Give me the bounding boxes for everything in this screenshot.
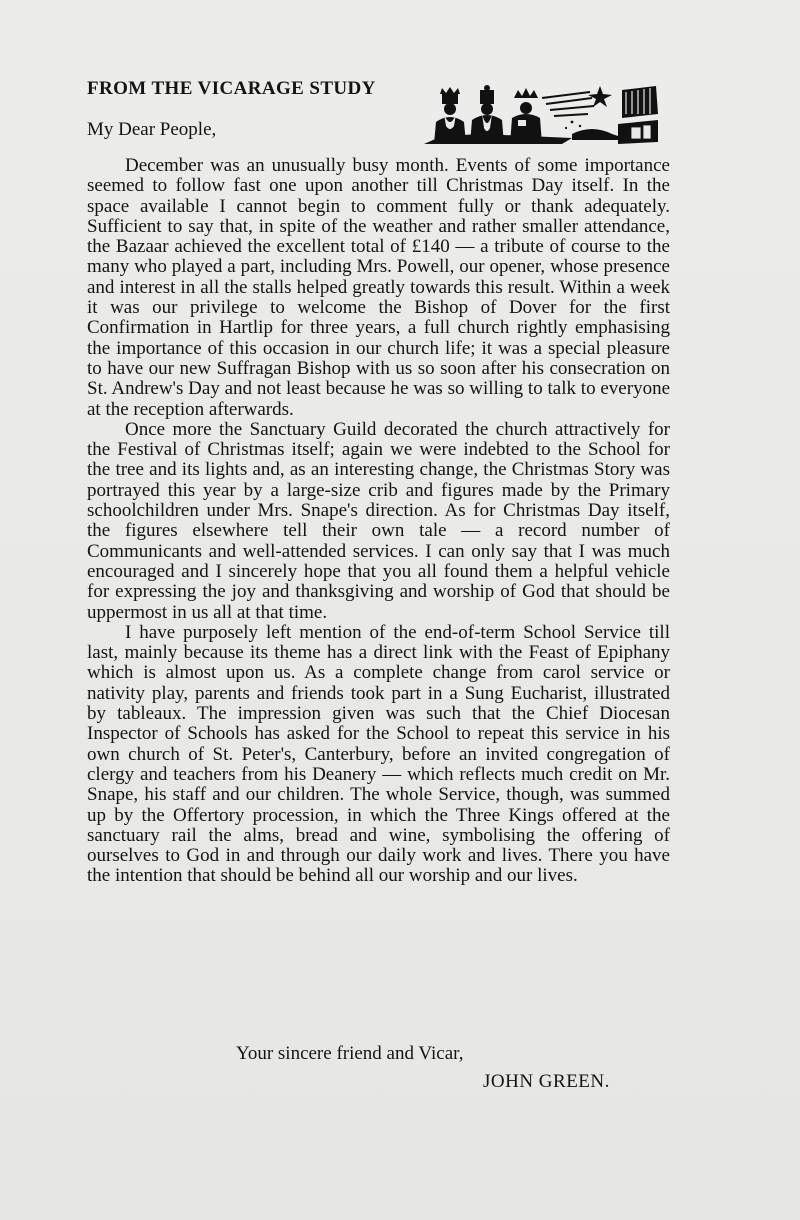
paragraph: I have purposely left mention of the end-of-term School Service till last, mainly because its theme has a direct link with the Feast of Epiphany which is almost upon us. As a complete change from carol service or nativity play, parents and friends took part in a Sung Eucharist, illustrated by tableaux. The impression given was such that the Chief Diocesan Inspector of Schools has asked for the School to repeat this service in his own church of St. Peter's, Canterbury, before an invited congregation of clergy and teachers from his Deanery — which reflects much credit on Mr. Snape, his staff and our children. The whole Service, though, was summed up by the Offertory procession, in which the Three Kings offered at the sanctuary rail the alms, bread and wine, symbolising the offering of ourselves to God in and through our daily work and lives. There you have the intention that should be behind all our worship and our lives. bbox=[87, 621, 670, 887]
paragraph: December was an unusually busy month. Events of some importance seemed to follow fast one upon another till Christmas Day itself. In the space available I cannot begin to comment fully or thank adequately. Sufficient to say that, in spite of the weather and rather smaller attendance, the Bazaar achieved the excellent total of £140 — a tribute of course to the many who played a part, including Mrs. Powell, our opener, whose presence and interest in all the stalls helped greatly towards this result. Within a week it was our privilege to welcome the Bishop of Dover for the first Confirmation in Hartlip for three years, a full church rightly emphasising the importance of this occasion in our church life; it was a special pleasure to have our new Suffragan Bishop with us so soon after his consecration on St. Andrew's Day and not least because he was so willing to talk to everyone at the reception afterwards. bbox=[87, 155, 670, 420]
three-kings-woodcut-icon bbox=[422, 84, 660, 146]
page-title: FROM THE VICARAGE STUDY bbox=[87, 78, 376, 99]
salutation: My Dear People, bbox=[87, 119, 217, 140]
signature: JOHN GREEN. bbox=[483, 1071, 610, 1092]
letter-body bbox=[87, 156, 670, 887]
paragraph: Once more the Sanctuary Guild decorated the church attractively for the Festival of Christmas itself; again we were indebted to the School for the tree and its lights and, as an interesting change, the Christmas Story was portrayed this year by a large-size crib and figures made by the Primary schoolchildren under Mrs. Snape's direction. As for Christmas Day itself, the figures elsewhere tell their own tale — a record number of Communicants and well-attended services. I can only say that I was much encouraged and I sincerely hope that you all found them a helpful vehicle for expressing the joy and thanksgiving and worship of God that should be uppermost in us all at that time. bbox=[87, 418, 670, 623]
closing-line: Your sincere friend and Vicar, bbox=[236, 1043, 464, 1064]
